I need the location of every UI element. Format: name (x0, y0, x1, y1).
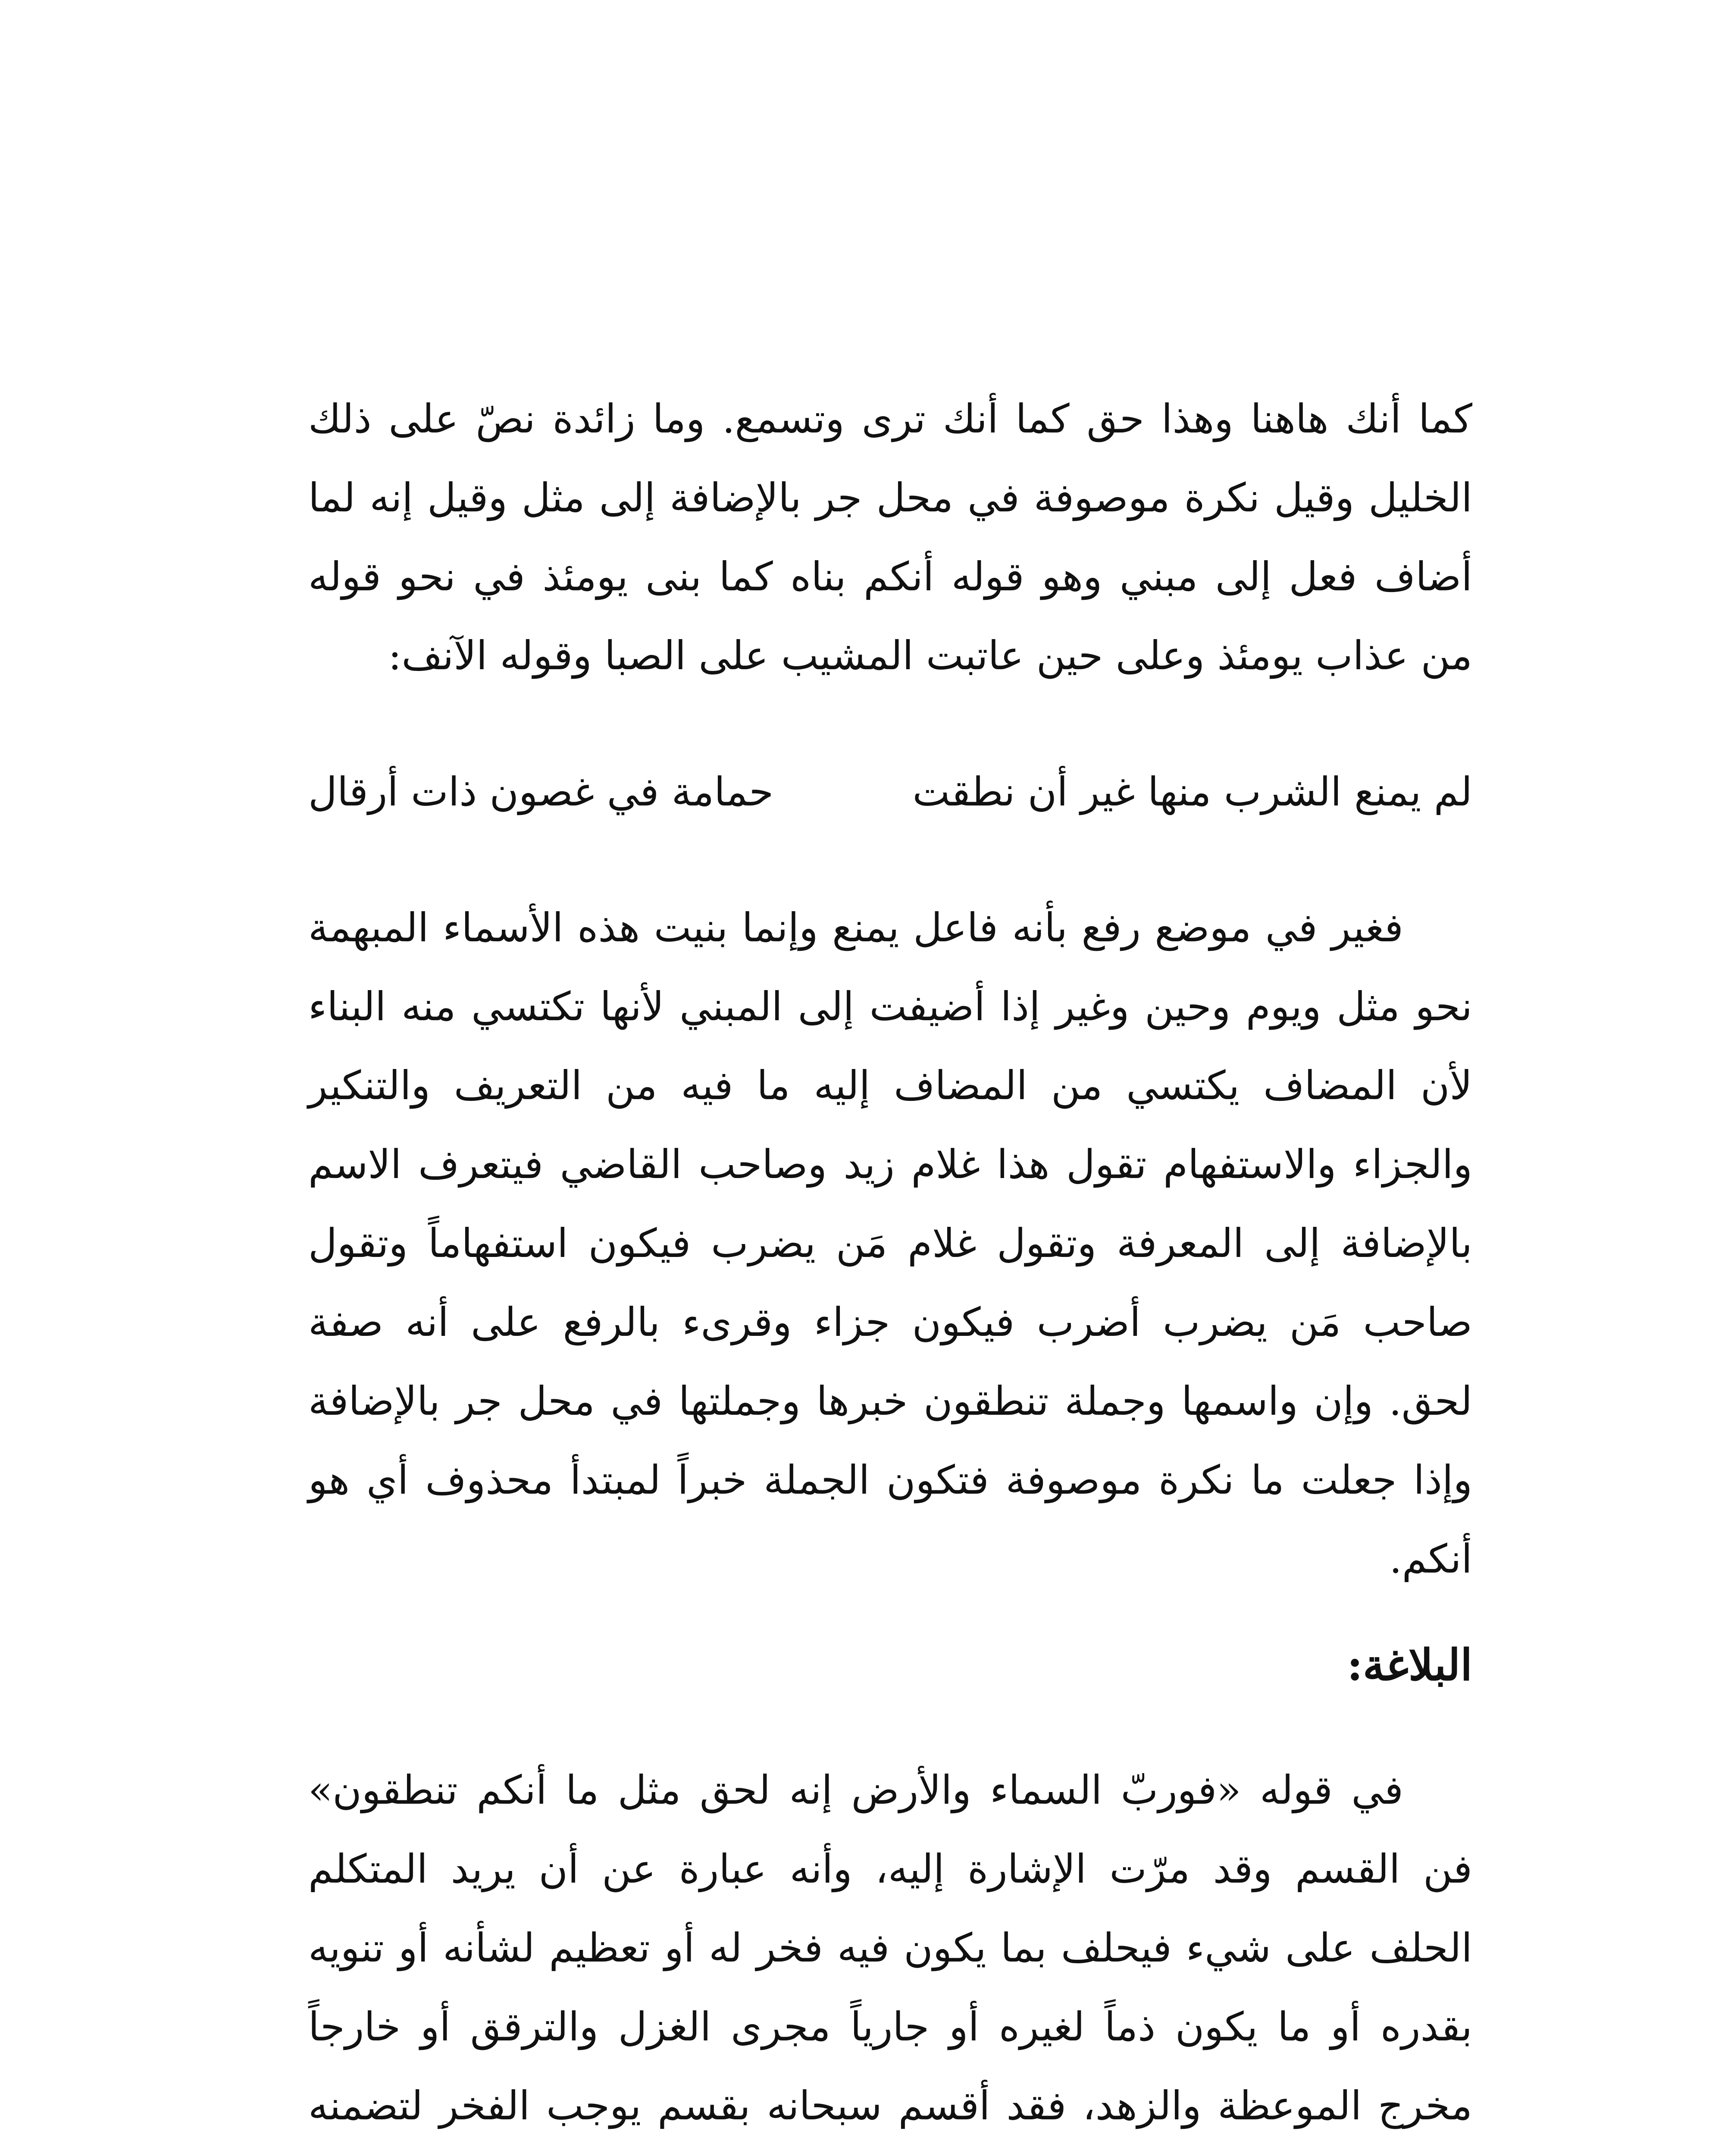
section-heading-balagha: البلاغة: (1347, 1639, 1472, 1690)
poetry-verse (308, 752, 1472, 831)
paragraph-rhetoric: في قوله «فوربّ السماء والأرض إنه لحق مثل ما أنكم تنطقون» فن القسم وقد مرّت الإشارة إليه، وأنه عبارة عن أن يريد المتكلم الحلف على شيء فيحلف بما يكون فيه فخر له أو تعظيم لشأنه أو تنويه بقدره أو ما يكون ذماً لغيره أو جارياً مجرى الغزل والترقق أو خارجاً مخرج الموعظة والزهد، فقد أقسم سبحانه بقسم يوجب الفخر لتضمنه (308, 1767, 1472, 2129)
verse-second-hemistich: حمامة في غصون ذات أرقال (308, 769, 774, 815)
paragraph-grammar-intro: كما أنك هاهنا وهذا حق كما أنك ترى وتسمع. وما زائدة نصّ على ذلك الخليل وقيل نكرة موصوفة في محل جر بالإضافة إلى مثل وقيل إنه لما أضاف فعل إلى مبني وهو قوله أنكم بناه كما بنى يومئذ في نحو قوله من عذاب يومئذ وعلى حين عاتبت المشيب على الصبا وقوله الآنف: (308, 396, 1472, 679)
paragraph-grammar-explanation: فغير في موضع رفع بأنه فاعل يمنع وإنما بنيت هذه الأسماء المبهمة نحو مثل ويوم وحين وغير إذا أضيفت إلى المبني لأنها تكتسي منه البناء لأن المضاف يكتسي من المضاف إليه ما فيه من التعريف والتنكير والجزاء والاستفهام تقول هذا غلام زيد وصاحب القاضي فيتعرف الاسم بالإضافة إلى المعرفة وتقول غلام مَن يضرب فيكون استفهاماً وتقول صاحب مَن يضرب أضرب فيكون جزاء وقرىء بالرفع على أنه صفة لحق. وإن واسمها وجملة تنطقون خبرها وجملتها في محل جر بالإضافة وإذا جعلت ما نكرة موصوفة فتكون الجملة خبراً لمبتدأ محذوف أي هو أنكم. (308, 905, 1472, 1582)
verse-first-hemistich: لم يمنع الشرب منها غير أن نطقت (912, 769, 1472, 815)
